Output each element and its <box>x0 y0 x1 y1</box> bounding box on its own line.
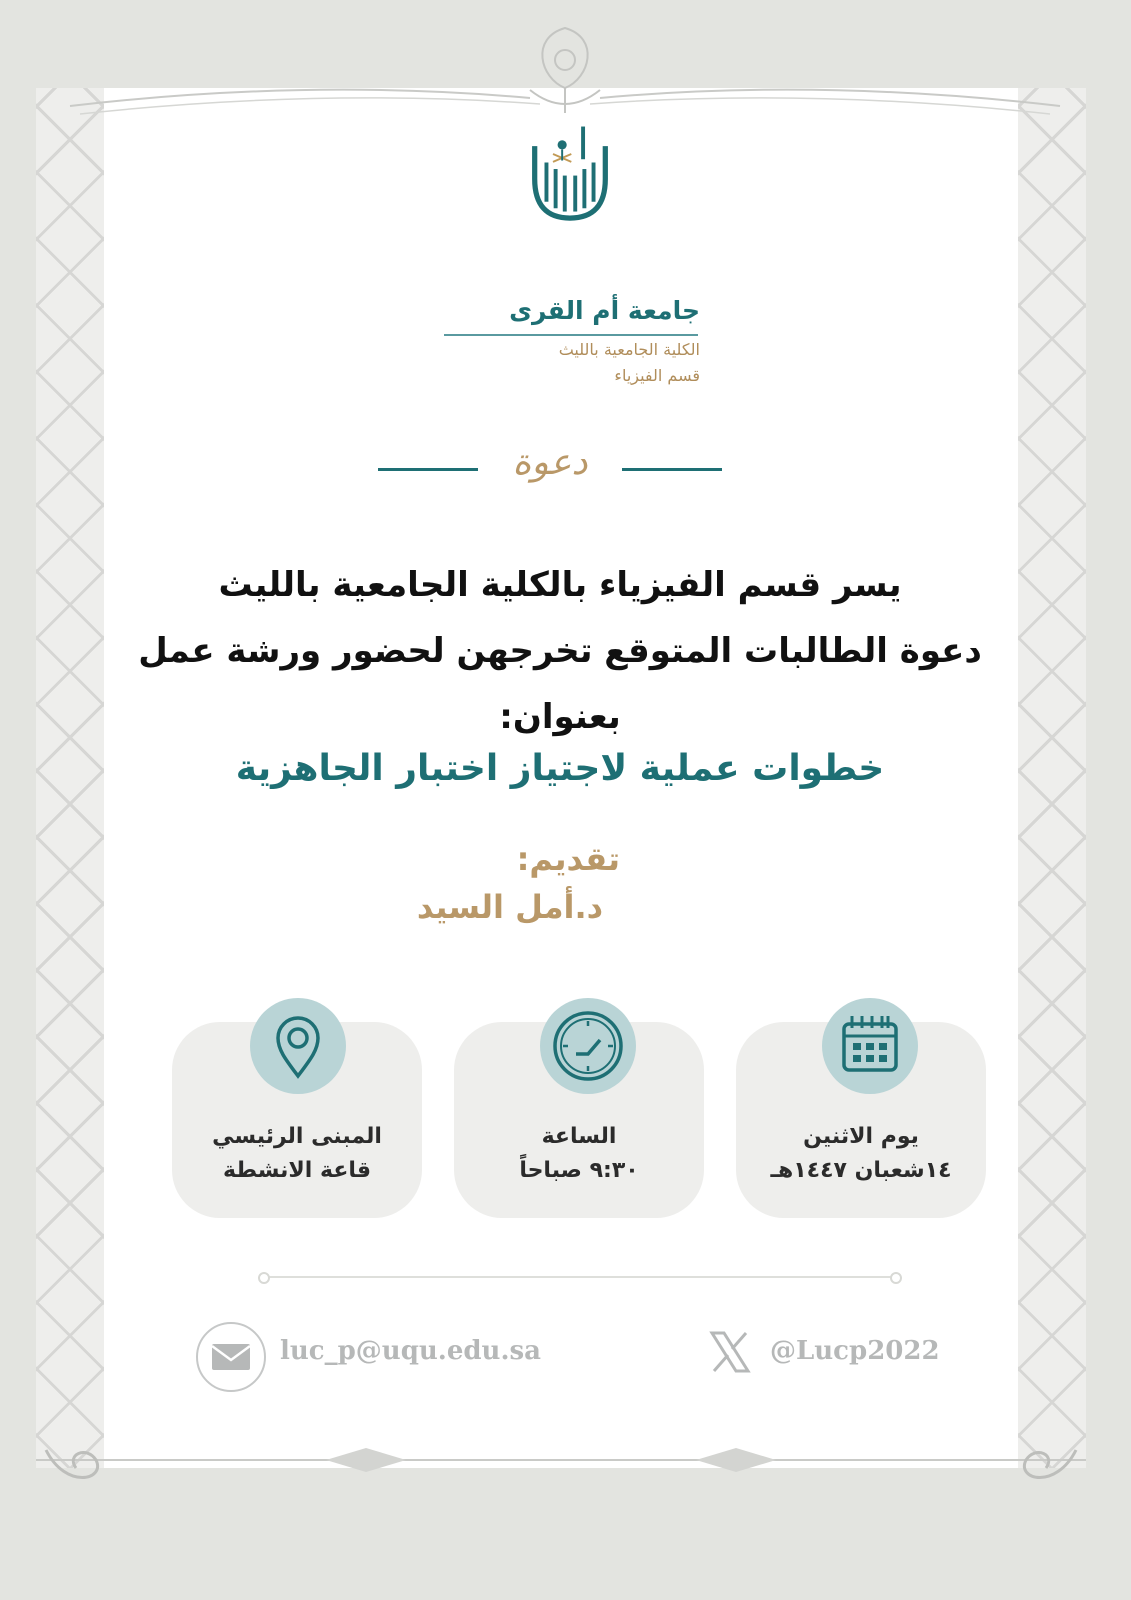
clock-icon <box>540 998 636 1094</box>
intro-line-1: يسر قسم الفيزياء بالكلية الجامعية بالليث <box>218 565 902 605</box>
x-logo-icon[interactable] <box>708 1330 752 1374</box>
right-pattern-band <box>1018 88 1086 1468</box>
intro-line-2: دعوة الطالبات المتوقع تخرجهن لحضور ورشة عمل <box>138 631 982 671</box>
heading-line-right <box>622 468 722 471</box>
calendar-icon <box>822 998 918 1094</box>
divider-dot-left <box>258 1272 270 1284</box>
university-logo <box>440 120 700 290</box>
email-link[interactable]: luc_p@uqu.edu.sa <box>280 1336 541 1366</box>
left-pattern-band <box>36 88 104 1468</box>
time-line-2: ٩:٣٠ صباحاً <box>519 1158 639 1183</box>
intro-line-3: بعنوان: <box>499 697 621 737</box>
location-text <box>177 1120 417 1188</box>
location-pin-icon <box>250 998 346 1094</box>
heading-line-left <box>378 468 478 471</box>
intro-text <box>130 552 990 750</box>
presenter-label: تقديم: <box>516 840 620 878</box>
envelope-icon <box>196 1322 266 1392</box>
university-name: جامعة أم القرى <box>509 296 700 325</box>
university-underline <box>444 334 698 336</box>
workshop-title: خطوات عملية لاجتياز اختبار الجاهزية <box>235 748 885 789</box>
top-ornament <box>60 18 1070 118</box>
location-line-1: المبنى الرئيسي <box>212 1124 382 1149</box>
divider-dot-right <box>890 1272 902 1284</box>
presenter-name: د.أمل السيد <box>416 888 604 926</box>
college-name: الكلية الجامعية بالليث <box>558 340 700 359</box>
date-line-1: يوم الاثنين <box>803 1124 919 1149</box>
footer-divider <box>264 1276 898 1278</box>
bottom-ornament <box>36 1410 1086 1500</box>
department-name: قسم الفيزياء <box>614 366 700 385</box>
date-line-2: ١٤شعبان ١٤٤٧هـ <box>770 1158 952 1183</box>
x-handle-link[interactable]: @Lucp2022 <box>770 1336 940 1366</box>
time-text <box>459 1120 699 1188</box>
invitation-heading: دعوة <box>512 442 588 483</box>
location-line-2: قاعة الانشطة <box>222 1158 372 1183</box>
time-line-1: الساعة <box>541 1124 617 1149</box>
date-text <box>741 1120 981 1188</box>
